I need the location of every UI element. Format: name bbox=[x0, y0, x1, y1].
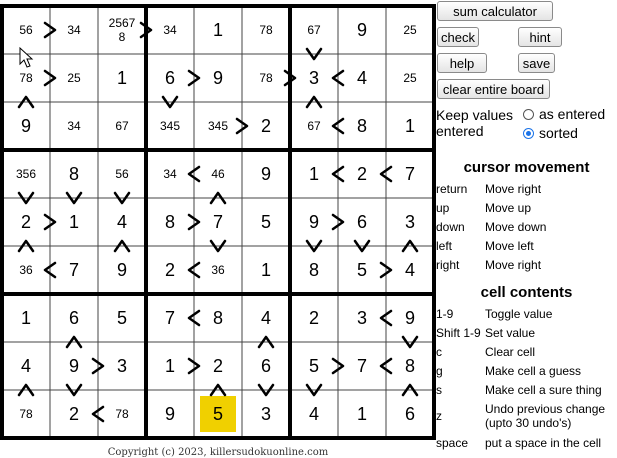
cell-contents-key: Shift 1-9 bbox=[436, 326, 481, 340]
cell-contents-description: Make cell a sure thing bbox=[485, 383, 602, 397]
sorted-label: sorted bbox=[539, 125, 578, 141]
candidate-values: 56 bbox=[115, 167, 129, 181]
cell-contents-description: Set value bbox=[485, 326, 536, 340]
cell-value: 7 bbox=[164, 308, 176, 328]
cell-value: 7 bbox=[356, 356, 368, 376]
cell-value: 1 bbox=[308, 164, 320, 184]
cell-value: 2 bbox=[20, 212, 32, 232]
cell-value: 9 bbox=[308, 212, 320, 232]
cell-value: 5 bbox=[116, 308, 128, 328]
cell-value: 1 bbox=[260, 260, 272, 280]
cursor-movement-key: left bbox=[436, 239, 453, 253]
cell-value: 4 bbox=[308, 404, 320, 424]
cell-value: 4 bbox=[260, 308, 272, 328]
cell-value: 9 bbox=[164, 404, 176, 424]
candidate-values: 56 bbox=[19, 23, 33, 37]
cell-value: 8 bbox=[212, 308, 224, 328]
save-button[interactable]: save bbox=[518, 53, 555, 73]
cell-value: 3 bbox=[260, 404, 272, 424]
cell-value: 9 bbox=[212, 68, 224, 88]
cell-value: 1 bbox=[212, 20, 224, 40]
cursor-movement-description: Move right bbox=[485, 182, 542, 196]
cell-value: 4 bbox=[20, 356, 32, 376]
cell-contents-key: z bbox=[436, 409, 442, 423]
cell-value: 2 bbox=[164, 260, 176, 280]
cell-value: 4 bbox=[356, 68, 368, 88]
cell-contents-description: put a space in the cell bbox=[485, 436, 602, 450]
keep-values-label: Keep values entered bbox=[436, 107, 514, 139]
candidate-values: 78 bbox=[115, 407, 129, 421]
cell-contents-heading: cell contents bbox=[480, 284, 573, 301]
candidate-values: 78 bbox=[259, 71, 273, 85]
cell-value: 1 bbox=[356, 404, 368, 424]
cell-value: 3 bbox=[356, 308, 368, 328]
cell-value: 5 bbox=[356, 260, 368, 280]
candidate-values: 25 bbox=[403, 23, 417, 37]
candidate-values: 25 bbox=[403, 71, 417, 85]
cell-value: 7 bbox=[404, 164, 416, 184]
cell-value: 5 bbox=[212, 404, 224, 424]
cell-contents-key: c bbox=[436, 345, 442, 359]
sorted-option[interactable] bbox=[523, 125, 578, 141]
cell-contents-description: Make cell a guess bbox=[485, 364, 582, 378]
cursor-movement-key: right bbox=[436, 258, 460, 272]
cell-value: 1 bbox=[404, 116, 416, 136]
cell-contents-key: 1-9 bbox=[436, 307, 454, 321]
cell-value: 4 bbox=[404, 260, 416, 280]
cursor-movement-heading: cursor movement bbox=[463, 159, 590, 176]
cell-value: 6 bbox=[164, 68, 176, 88]
candidate-values: 34 bbox=[67, 23, 81, 37]
candidate-values: 78 bbox=[19, 407, 33, 421]
candidate-values: 34 bbox=[67, 119, 81, 133]
cell-value: 2 bbox=[212, 356, 224, 376]
cell-value: 6 bbox=[260, 356, 272, 376]
cell-value: 8 bbox=[356, 116, 368, 136]
cell-value: 6 bbox=[404, 404, 416, 424]
cell-value: 8 bbox=[308, 260, 320, 280]
cell-contents-key: space bbox=[436, 436, 469, 450]
as-entered-option[interactable] bbox=[523, 106, 605, 122]
candidate-values: 34 bbox=[163, 23, 177, 37]
cursor-movement-key: return bbox=[436, 182, 468, 196]
candidate-values: 46 bbox=[211, 167, 225, 181]
cell-value: 8 bbox=[404, 356, 416, 376]
cell-value: 2 bbox=[68, 404, 80, 424]
candidate-values: 78 bbox=[19, 71, 33, 85]
cursor-movement-key: up bbox=[436, 201, 450, 215]
cell-contents-key: s bbox=[436, 383, 442, 397]
cell-value: 3 bbox=[116, 356, 128, 376]
cell-value: 9 bbox=[260, 164, 272, 184]
candidate-values: 356 bbox=[15, 167, 37, 181]
cell-value: 6 bbox=[68, 308, 80, 328]
cell-value: 9 bbox=[20, 116, 32, 136]
candidate-values: 34 bbox=[163, 167, 177, 181]
cell-value: 5 bbox=[308, 356, 320, 376]
candidate-values: 67 bbox=[307, 23, 321, 37]
cell-value: 2 bbox=[356, 164, 368, 184]
hint-button[interactable]: hint bbox=[518, 27, 562, 47]
cursor-movement-description: Move left bbox=[485, 239, 534, 253]
candidate-values: 345 bbox=[207, 119, 229, 133]
cell-value: 9 bbox=[68, 356, 80, 376]
cell-value: 6 bbox=[356, 212, 368, 232]
cell-contents-description: Undo previous change (upto 30 undo's) bbox=[485, 402, 606, 430]
candidate-values: 345 bbox=[159, 119, 181, 133]
cell-value: 5 bbox=[260, 212, 272, 232]
candidate-values: 36 bbox=[211, 263, 225, 277]
cell-contents-description: Clear cell bbox=[485, 345, 536, 359]
cell-value: 1 bbox=[164, 356, 176, 376]
cell-value: 9 bbox=[404, 308, 416, 328]
clear-board-button[interactable]: clear entire board bbox=[437, 79, 550, 99]
cell-value: 1 bbox=[20, 308, 32, 328]
cursor-movement-description: Move down bbox=[485, 220, 547, 234]
candidate-values: 67 bbox=[115, 119, 129, 133]
check-button[interactable]: check bbox=[437, 27, 479, 47]
cell-value: 8 bbox=[164, 212, 176, 232]
cell-value: 9 bbox=[116, 260, 128, 280]
candidate-values: 2567 bbox=[108, 16, 136, 30]
help-button[interactable]: help bbox=[437, 53, 487, 73]
cell-value: 2 bbox=[260, 116, 272, 136]
candidate-values: 78 bbox=[259, 23, 273, 37]
sum-calculator-button[interactable]: sum calculator bbox=[437, 1, 553, 21]
cell-value: 3 bbox=[308, 68, 320, 88]
cursor-movement-key: down bbox=[436, 220, 465, 234]
as-entered-label: as entered bbox=[539, 106, 606, 122]
cell-contents-description: Toggle value bbox=[485, 307, 553, 321]
cell-value: 2 bbox=[308, 308, 320, 328]
cell-value: 3 bbox=[404, 212, 416, 232]
cell-value: 1 bbox=[68, 212, 80, 232]
candidate-values: 8 bbox=[118, 30, 126, 44]
cell-value: 1 bbox=[116, 68, 128, 88]
as-entered-radio[interactable] bbox=[523, 109, 534, 120]
cell-value: 4 bbox=[116, 212, 128, 232]
cell-contents-key: g bbox=[436, 364, 443, 378]
sorted-radio[interactable] bbox=[523, 128, 534, 139]
copyright-text: Copyright (c) 2023, killersudokuonline.com bbox=[107, 447, 329, 458]
cursor-movement-description: Move right bbox=[485, 258, 542, 272]
cell-value: 7 bbox=[212, 212, 224, 232]
candidate-values: 25 bbox=[67, 71, 81, 85]
cell-value: 7 bbox=[68, 260, 80, 280]
sudoku-board bbox=[0, 4, 436, 440]
cell-value: 9 bbox=[356, 20, 368, 40]
cursor-movement-description: Move up bbox=[485, 201, 532, 215]
candidate-values: 36 bbox=[19, 263, 33, 277]
cell-value: 8 bbox=[68, 164, 80, 184]
candidate-values: 67 bbox=[307, 119, 321, 133]
